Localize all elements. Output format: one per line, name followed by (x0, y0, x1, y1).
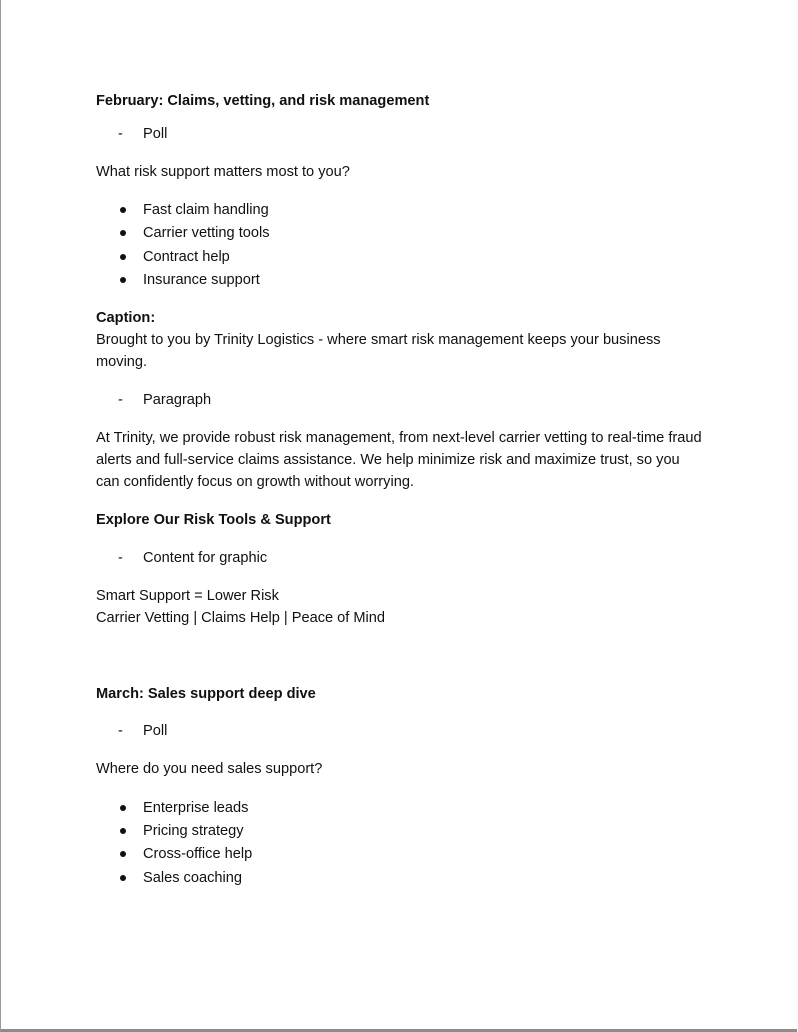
graphic-line-2: Carrier Vetting | Claims Help | Peace of Mind (96, 610, 386, 626)
graphic-line-1: Smart Support = Lower Risk (96, 588, 279, 604)
march-poll-question: Where do you need sales support? (96, 761, 323, 777)
list-item-text: Enterprise leads (143, 800, 249, 816)
february-heading: February: Claims, vetting, and risk management (96, 93, 430, 109)
bullet-icon (120, 230, 126, 236)
list-item-text: Cross-office help (143, 846, 253, 862)
list-item-text: Carrier vetting tools (143, 225, 270, 241)
bullet-icon (120, 277, 126, 283)
bullet-icon (120, 207, 126, 213)
dash-marker: - (118, 550, 123, 566)
caption-label: Caption: (96, 310, 156, 326)
poll-label: Poll (143, 723, 168, 739)
march-heading: March: Sales support deep dive (96, 686, 316, 702)
list-item-text: Pricing strategy (143, 823, 244, 839)
bullet-icon (120, 875, 126, 881)
dash-marker: - (118, 723, 123, 739)
list-item-text: Contract help (143, 249, 230, 265)
bullet-icon (120, 254, 126, 260)
february-poll-question: What risk support matters most to you? (96, 164, 350, 180)
list-item-text: Fast claim handling (143, 202, 269, 218)
dash-marker: - (118, 392, 123, 408)
dash-marker: - (118, 126, 123, 142)
paragraph-label: Paragraph (143, 392, 212, 408)
list-item-text: Insurance support (143, 272, 260, 288)
bullet-icon (120, 805, 126, 811)
list-item-text: Sales coaching (143, 870, 242, 886)
poll-label: Poll (143, 126, 168, 142)
bullet-icon (120, 828, 126, 834)
cta-heading: Explore Our Risk Tools & Support (96, 512, 331, 528)
february-paragraph-text: At Trinity, we provide robust risk management, from next-level carrier vetting to real-time fraud alerts and full-service claims assistance. We help minimize risk and maximize trust, so you can confidently focus on growth without worrying. (96, 430, 702, 490)
graphic-label: Content for graphic (143, 550, 268, 566)
bullet-icon (120, 851, 126, 857)
caption-text: Brought to you by Trinity Logistics - where smart risk management keeps your business moving. (96, 332, 661, 370)
